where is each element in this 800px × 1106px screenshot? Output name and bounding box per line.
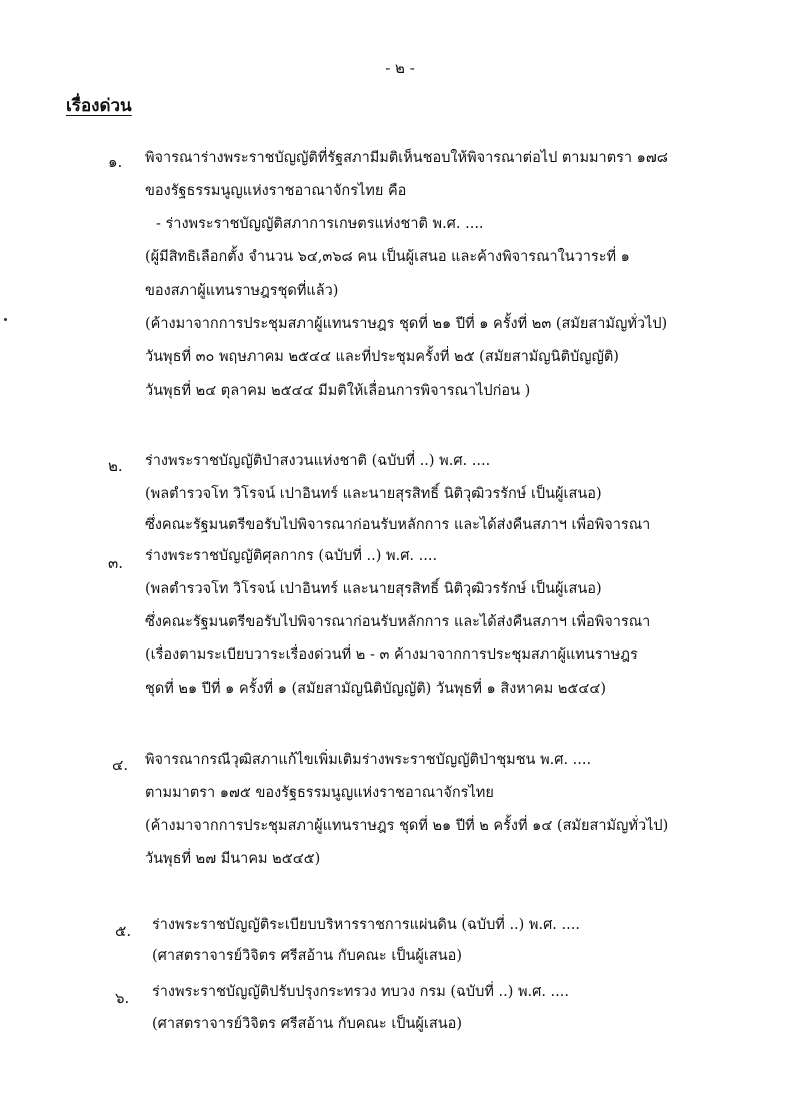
- item-1-line-1: พิจารณาร่างพระราชบัญญัติที่รัฐสภามีมติเห็นชอบให้พิจารณาต่อไป ตามมาตรา ๑๗๘: [145, 150, 668, 166]
- item-3-line-3: ซึ่งคณะรัฐมนตรีขอรับไปพิจารณาก่อนรับหลักการ และได้ส่งคืนสภาฯ เพื่อพิจารณา: [145, 614, 651, 630]
- item-4-line-2: ตามมาตรา ๑๗๕ ของรัฐธรรมนูญแห่งราชอาณาจักรไทย: [145, 785, 494, 801]
- item-1-line-5: ของสภาผู้แทนราษฎรชุดที่แล้ว): [145, 283, 339, 299]
- item-2-line-1: ร่างพระราชบัญญัติป่าสงวนแห่งชาติ (ฉบับที่ ..) พ.ศ. ....: [145, 453, 491, 469]
- item-5-number: ๕.: [115, 922, 132, 940]
- item-6-line-2: (ศาสตราจารย์วิจิตร ศรีสอ้าน กับคณะ เป็นผู้เสนอ): [152, 1016, 462, 1032]
- item-3-number: ๓.: [108, 554, 124, 572]
- item-3-line-5: ชุดที่ ๒๑ ปีที่ ๑ ครั้งที่ ๑ (สมัยสามัญนิติบัญญัติ) วันพุธที่ ๑ สิงหาคม ๒๕๔๔): [145, 681, 606, 697]
- item-2-line-3: ซึ่งคณะรัฐมนตรีขอรับไปพิจารณาก่อนรับหลักการ และได้ส่งคืนสภาฯ เพื่อพิจารณา: [145, 517, 651, 533]
- item-2-line-2: (พลตำรวจโท วิโรจน์ เปาอินทร์ และนายสุรสิทธิ์ นิติวุฒิวรรักษ์ เป็นผู้เสนอ): [145, 486, 602, 502]
- item-3-line-2: (พลตำรวจโท วิโรจน์ เปาอินทร์ และนายสุรสิทธิ์ นิติวุฒิวรรักษ์ เป็นผู้เสนอ): [145, 581, 602, 597]
- section-heading: เรื่องด่วน: [66, 96, 132, 116]
- item-1-line-6: (ค้างมาจากการประชุมสภาผู้แทนราษฎร ชุดที่ ๒๑ ปีที่ ๑ ครั้งที่ ๒๓ (สมัยสามัญทั่วไป): [145, 316, 668, 332]
- item-3-line-1: ร่างพระราชบัญญัติศุลกากร (ฉบับที่ ..) พ.ศ. ....: [145, 548, 438, 564]
- item-5-line-1: ร่างพระราชบัญญัติระเบียบบริหารราชการแผ่นดิน (ฉบับที่ ..) พ.ศ. ....: [152, 917, 580, 933]
- item-4-number: ๔.: [112, 756, 129, 774]
- item-4-line-3: (ค้างมาจากการประชุมสภาผู้แทนราษฎร ชุดที่ ๒๑ ปีที่ ๒ ครั้งที่ ๑๔ (สมัยสามัญทั่วไป): [145, 818, 669, 834]
- item-2-number: ๒.: [108, 457, 123, 475]
- item-1-line-2: ของรัฐธรรมนูญแห่งราชอาณาจักรไทย คือ: [145, 183, 407, 199]
- item-6-line-1: ร่างพระราชบัญญัติปรับปรุงกระทรวง ทบวง กรม (ฉบับที่ ..) พ.ศ. ....: [152, 984, 569, 1000]
- item-5-line-2: (ศาสตราจารย์วิจิตร ศรีสอ้าน กับคณะ เป็นผู้เสนอ): [152, 948, 462, 964]
- item-3-line-4: (เรื่องตามระเบียบวาระเรื่องด่วนที่ ๒ - ๓ ค้างมาจากการประชุมสภาผู้แทนราษฎร: [145, 647, 638, 663]
- scan-artifact-dot: [4, 318, 7, 321]
- page-number: - ๒ -: [385, 59, 415, 77]
- item-4-line-4: วันพุธที่ ๒๗ มีนาคม ๒๕๔๕): [145, 851, 321, 867]
- item-4-line-1: พิจารณากรณีวุฒิสภาแก้ไขเพิ่มเติมร่างพระราชบัญญัติป่าชุมชน พ.ศ. ....: [145, 752, 592, 768]
- item-6-number: ๖.: [115, 989, 130, 1007]
- item-1-line-3: - ร่างพระราชบัญญัติสภาการเกษตรแห่งชาติ พ.ศ. ....: [156, 216, 484, 232]
- item-1-line-4: (ผู้มีสิทธิเลือกตั้ง จำนวน ๖๔,๓๖๘ คน เป็นผู้เสนอ และค้างพิจารณาในวาระที่ ๑: [145, 249, 630, 265]
- item-1-line-7: วันพุธที่ ๓๐ พฤษภาคม ๒๕๔๔ และที่ประชุมครั้งที่ ๒๕ (สมัยสามัญนิติบัญญัติ): [145, 349, 619, 365]
- item-1-line-8: วันพุธที่ ๒๔ ตุลาคม ๒๕๔๔ มีมติให้เลื่อนการพิจารณาไปก่อน ): [145, 383, 531, 399]
- item-1-number: ๑.: [108, 153, 123, 171]
